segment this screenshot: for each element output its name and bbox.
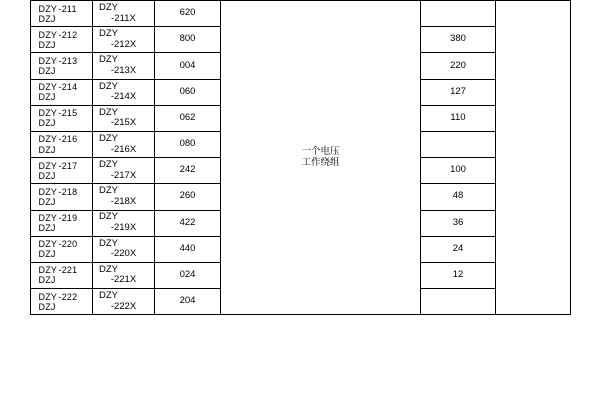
model-suffix-top: -220 bbox=[58, 239, 78, 250]
model-prefix-top: DZY bbox=[38, 29, 58, 40]
code-top: DZY bbox=[99, 54, 118, 66]
model-prefix-top: DZY bbox=[38, 55, 58, 66]
model-prefix-top: DZY bbox=[38, 108, 58, 119]
code-cell bbox=[93, 105, 155, 131]
code-top: DZY bbox=[99, 106, 118, 118]
model-suffix-top: -213 bbox=[58, 55, 78, 66]
code-bottom: -212X bbox=[110, 38, 137, 50]
code-cell bbox=[93, 131, 155, 157]
voltage-cell: 24 bbox=[421, 236, 496, 262]
model-prefix-bottom: DZJ bbox=[38, 275, 56, 286]
model-cell bbox=[31, 53, 93, 79]
code-bottom: -217X bbox=[110, 169, 137, 181]
model-cell bbox=[31, 105, 93, 131]
model-suffix-top: -217 bbox=[58, 160, 78, 171]
model-cell bbox=[31, 27, 93, 53]
code-cell bbox=[93, 289, 155, 315]
code-cell bbox=[93, 27, 155, 53]
code-cell bbox=[93, 79, 155, 105]
voltage-cell: 48 bbox=[421, 184, 496, 210]
model-suffix-top: -212 bbox=[58, 29, 78, 40]
model-cell bbox=[31, 158, 93, 184]
code-bottom: -218X bbox=[110, 195, 137, 207]
model-cell bbox=[31, 262, 93, 288]
voltage-cell: 100 bbox=[421, 158, 496, 184]
code-top: DZY bbox=[99, 263, 118, 275]
code-cell bbox=[93, 53, 155, 79]
model-prefix-bottom: DZJ bbox=[38, 144, 56, 155]
code-bottom: -211X bbox=[111, 12, 136, 24]
number-cell: 422 bbox=[155, 210, 221, 236]
code-top: DZY bbox=[99, 290, 118, 302]
code-bottom: -213X bbox=[110, 64, 137, 76]
number-cell: 004 bbox=[155, 53, 221, 79]
number-cell: 060 bbox=[155, 79, 221, 105]
voltage-cell bbox=[421, 131, 496, 157]
code-top: DZY bbox=[99, 159, 118, 171]
model-prefix-top: DZY bbox=[38, 82, 58, 93]
model-suffix-top: -218 bbox=[58, 186, 78, 197]
voltage-cell bbox=[421, 1, 496, 27]
model-suffix-top: -216 bbox=[58, 134, 78, 145]
table-row bbox=[31, 1, 571, 27]
model-prefix-bottom: DZJ bbox=[38, 92, 56, 103]
code-top: DZY bbox=[99, 185, 118, 197]
code-top: DZY bbox=[99, 237, 118, 249]
model-cell bbox=[31, 236, 93, 262]
model-suffix-top: -222 bbox=[58, 291, 78, 302]
code-bottom: -214X bbox=[110, 91, 137, 103]
number-cell: 242 bbox=[155, 158, 221, 184]
model-prefix-top: DZY bbox=[38, 160, 58, 171]
code-top: DZY bbox=[99, 1, 118, 13]
model-suffix-top: -211 bbox=[58, 3, 77, 14]
model-prefix-top: DZY bbox=[38, 265, 58, 276]
blank-cell bbox=[496, 1, 571, 315]
model-prefix-bottom: DZJ bbox=[38, 65, 56, 76]
code-bottom: -222X bbox=[110, 300, 137, 312]
code-top: DZY bbox=[99, 132, 118, 144]
code-cell bbox=[93, 1, 155, 27]
voltage-cell bbox=[421, 289, 496, 315]
specification-table bbox=[30, 0, 571, 315]
model-prefix-top: DZY bbox=[38, 134, 58, 145]
code-cell bbox=[93, 184, 155, 210]
voltage-cell: 220 bbox=[421, 53, 496, 79]
voltage-cell: 127 bbox=[421, 79, 496, 105]
number-cell: 204 bbox=[155, 289, 221, 315]
number-cell: 620 bbox=[155, 1, 221, 27]
code-bottom: -216X bbox=[110, 143, 137, 155]
code-cell bbox=[93, 262, 155, 288]
number-cell: 260 bbox=[155, 184, 221, 210]
voltage-cell: 12 bbox=[421, 262, 496, 288]
voltage-cell: 36 bbox=[421, 210, 496, 236]
voltage-cell: 110 bbox=[421, 105, 496, 131]
code-top: DZY bbox=[99, 211, 118, 223]
model-prefix-bottom: DZJ bbox=[38, 301, 56, 312]
model-cell bbox=[31, 79, 93, 105]
model-prefix-top: DZY bbox=[38, 213, 58, 224]
model-cell bbox=[31, 184, 93, 210]
model-prefix-bottom: DZJ bbox=[38, 13, 56, 24]
code-cell bbox=[93, 158, 155, 184]
code-bottom: -220X bbox=[110, 248, 137, 260]
model-prefix-bottom: DZJ bbox=[38, 170, 56, 181]
model-prefix-bottom: DZJ bbox=[38, 196, 56, 207]
winding-note-line-2: 工作绕组 bbox=[301, 156, 340, 168]
model-prefix-top: DZY bbox=[38, 291, 58, 302]
voltage-cell: 380 bbox=[421, 27, 496, 53]
model-cell bbox=[31, 131, 93, 157]
model-prefix-bottom: DZJ bbox=[38, 39, 56, 50]
model-prefix-top: DZY bbox=[38, 239, 58, 250]
number-cell: 800 bbox=[155, 27, 221, 53]
code-cell bbox=[93, 210, 155, 236]
model-prefix-top: DZY bbox=[38, 186, 58, 197]
winding-note-cell bbox=[221, 1, 421, 315]
model-prefix-bottom: DZJ bbox=[38, 118, 56, 129]
model-suffix-top: -215 bbox=[58, 108, 78, 119]
winding-note-line-1: 一个电压 bbox=[301, 145, 340, 157]
model-suffix-top: -221 bbox=[58, 265, 78, 276]
code-cell bbox=[93, 236, 155, 262]
model-prefix-bottom: DZJ bbox=[38, 249, 56, 260]
model-suffix-top: -214 bbox=[58, 82, 78, 93]
number-cell: 024 bbox=[155, 262, 221, 288]
model-cell bbox=[31, 289, 93, 315]
code-bottom: -215X bbox=[110, 117, 137, 129]
code-top: DZY bbox=[99, 80, 118, 92]
model-prefix-top: DZY bbox=[38, 3, 58, 14]
number-cell: 440 bbox=[155, 236, 221, 262]
code-bottom: -219X bbox=[110, 222, 137, 234]
table-body bbox=[31, 1, 571, 315]
number-cell: 062 bbox=[155, 105, 221, 131]
code-top: DZY bbox=[99, 28, 118, 40]
model-suffix-top: -219 bbox=[58, 213, 78, 224]
model-prefix-bottom: DZJ bbox=[38, 223, 56, 234]
code-bottom: -221X bbox=[110, 274, 137, 286]
model-cell bbox=[31, 210, 93, 236]
number-cell: 080 bbox=[155, 131, 221, 157]
model-cell bbox=[31, 1, 93, 27]
